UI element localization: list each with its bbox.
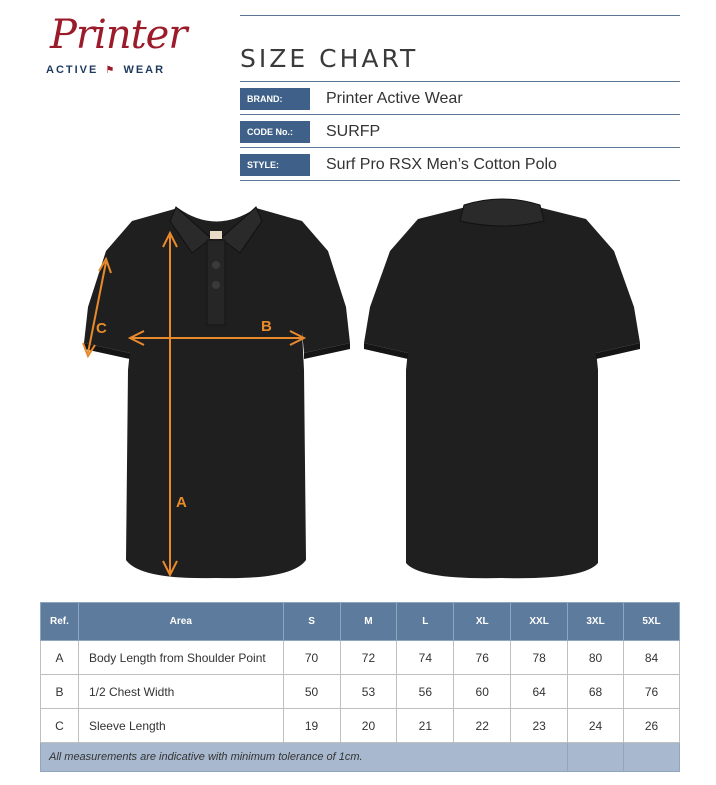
value-cell: 53: [340, 675, 397, 709]
column-header: XXL: [511, 603, 568, 641]
value-cell: 56: [397, 675, 454, 709]
ref-cell: C: [41, 709, 79, 743]
value-cell: 26: [623, 709, 679, 743]
ref-cell: B: [41, 675, 79, 709]
column-header: S: [283, 603, 340, 641]
value-cell: 23: [511, 709, 568, 743]
info-row-brand: [240, 88, 680, 110]
value-cell: 21: [397, 709, 454, 743]
table-row: [41, 675, 680, 709]
measurement-diagram: [0, 195, 716, 590]
area-cell: Sleeve Length: [78, 709, 283, 743]
value-cell: 72: [340, 641, 397, 675]
logo-sub-right: WEAR: [123, 64, 166, 76]
front-polo-shirt: [84, 207, 350, 578]
value-cell: 22: [454, 709, 511, 743]
column-header: 3XL: [568, 603, 624, 641]
area-cell: Body Length from Shoulder Point: [78, 641, 283, 675]
table-note-row: [41, 743, 680, 772]
measurement-c-label: C: [96, 320, 107, 337]
info-value: Printer Active Wear: [326, 90, 463, 107]
logo-subtitle: [46, 64, 165, 76]
value-cell: 24: [568, 709, 624, 743]
column-header: 5XL: [623, 603, 679, 641]
back-polo-shirt: [364, 199, 640, 578]
table-row: [41, 709, 680, 743]
column-header: Area: [78, 603, 283, 641]
note-spacer-cell: [623, 743, 679, 772]
value-cell: 68: [568, 675, 624, 709]
info-row-style: [240, 154, 680, 176]
logo-sub-left: ACTIVE: [46, 64, 99, 76]
measurement-b-label: B: [261, 318, 272, 335]
page-title: SIZE CHART: [240, 44, 419, 73]
column-header: M: [340, 603, 397, 641]
info-value: Surf Pro RSX Men’s Cotton Polo: [326, 156, 557, 173]
flag-icon: ⚑: [105, 65, 117, 76]
column-header: L: [397, 603, 454, 641]
info-tag: STYLE:: [240, 154, 310, 176]
measurement-a-label: A: [176, 494, 187, 511]
value-cell: 60: [454, 675, 511, 709]
value-cell: 50: [283, 675, 340, 709]
info-tag: BRAND:: [240, 88, 310, 110]
value-cell: 20: [340, 709, 397, 743]
value-cell: 76: [623, 675, 679, 709]
divider: [240, 114, 680, 115]
column-header: XL: [454, 603, 511, 641]
column-header: Ref.: [41, 603, 79, 641]
area-cell: 1/2 Chest Width: [78, 675, 283, 709]
value-cell: 78: [511, 641, 568, 675]
size-table: [40, 602, 680, 772]
info-tag: CODE No.:: [240, 121, 310, 143]
value-cell: 19: [283, 709, 340, 743]
divider: [240, 81, 680, 82]
logo-script: Printer: [50, 12, 187, 58]
divider: [240, 15, 680, 16]
value-cell: 76: [454, 641, 511, 675]
tolerance-note: All measurements are indicative with minimum tolerance of 1cm.: [41, 743, 568, 772]
value-cell: 84: [623, 641, 679, 675]
table-header-row: [41, 603, 680, 641]
value-cell: 70: [283, 641, 340, 675]
note-spacer-cell: [568, 743, 624, 772]
value-cell: 74: [397, 641, 454, 675]
value-cell: 80: [568, 641, 624, 675]
value-cell: 64: [511, 675, 568, 709]
info-value: SURFP: [326, 123, 381, 140]
divider: [240, 147, 680, 148]
ref-cell: A: [41, 641, 79, 675]
brand-logo: [44, 12, 187, 82]
info-row-code: [240, 121, 680, 143]
divider: [240, 180, 680, 181]
table-row: [41, 641, 680, 675]
